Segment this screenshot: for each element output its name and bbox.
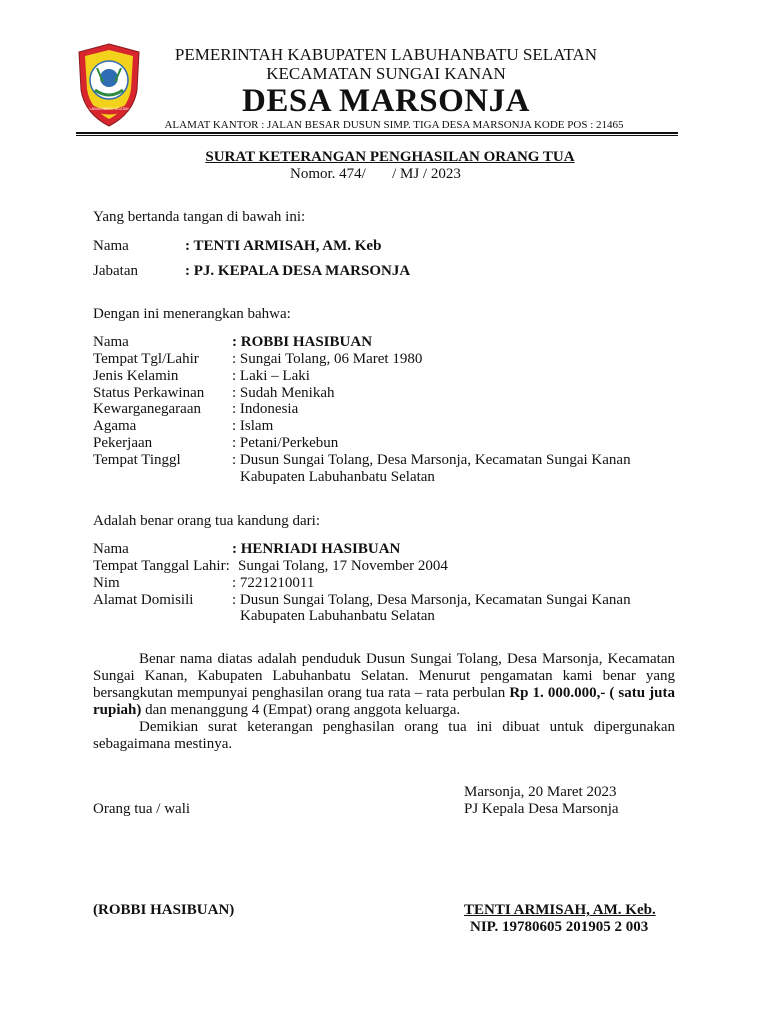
header-office-address: ALAMAT KANTOR : JALAN BESAR DUSUN SIMP. TIGA DESA MARSONJA KODE POS : 21465 xyxy=(164,119,624,131)
income-paragraph xyxy=(93,651,675,719)
income-amount: Rp 1. 000.000,- ( satu juta rupiah) xyxy=(93,685,675,718)
closing-paragraph: Demikian surat keterangan penghasilan orang tua ini dibuat untuk dipergunakan sebagaimana mestinya. xyxy=(93,719,675,752)
child-address-label: Alamat Domisili xyxy=(93,592,194,608)
signer-name-value: : TENTI ARMISAH, AM. Keb xyxy=(185,238,382,254)
parent-job-value: : Petani/Perkebun xyxy=(232,435,339,451)
child-address-value: : Dusun Sungai Tolang, Desa Marsonja, Kecamatan Sungai Kanan xyxy=(232,592,631,608)
parent-sex-value: : Laki – Laki xyxy=(232,368,310,384)
header-village-title: DESA MARSONJA xyxy=(242,83,530,119)
declare-intro: Dengan ini menerangkan bahwa: xyxy=(93,306,291,322)
parent-marital-value: : Sudah Menikah xyxy=(232,385,335,401)
letter-number: Nomor. 474/ / MJ / 2023 xyxy=(290,166,461,182)
child-name-label: Nama xyxy=(93,541,129,557)
logo-ribbon-text: LABUHANBATU SELATAN xyxy=(89,107,129,111)
child-nim-label: Nim xyxy=(93,575,120,591)
parent-address-label: Tempat Tinggl xyxy=(93,452,181,468)
parent-birth-value: : Sungai Tolang, 06 Maret 1980 xyxy=(232,351,423,367)
child-birth-value: Sungai Tolang, 17 November 2004 xyxy=(238,558,448,574)
parent-religion-label: Agama xyxy=(93,418,137,434)
body-paragraphs xyxy=(93,651,675,753)
signer-name-label: Nama xyxy=(93,238,129,254)
child-address-value-line2: Kabupaten Labuhanbatu Selatan xyxy=(240,608,435,624)
header-divider-thick xyxy=(76,132,678,134)
child-intro: Adalah benar orang tua kandung dari: xyxy=(93,513,320,529)
parent-marital-label: Status Perkawinan xyxy=(93,385,205,401)
signer-intro: Yang bertanda tangan di bawah ini: xyxy=(93,209,306,225)
income-paragraph-text-a: Benar nama diatas adalah penduduk Dusun Sungai Tolang, Desa Marsonja, Kecamatan Sungai Kanan, Kabupaten Labuhanbatu Selatan. Menurut pengamatan kami benar yang bersangkutan mempunyai penghasilan orang tua rata – rata perbulan xyxy=(93,651,675,701)
left-signer-role: Orang tua / wali xyxy=(93,801,191,817)
header-district-line: KECAMATAN SUNGAI KANAN xyxy=(266,64,506,83)
parent-name-label: Nama xyxy=(93,334,129,350)
village-emblem-logo xyxy=(75,42,143,128)
right-signer-role: PJ Kepala Desa Marsonja xyxy=(464,801,619,817)
parent-birth-label: Tempat Tgl/Lahir xyxy=(93,351,199,367)
parent-name-value: : ROBBI HASIBUAN xyxy=(232,334,373,350)
header-divider-thin xyxy=(76,135,678,136)
parent-citizenship-value: : Indonesia xyxy=(232,401,299,417)
right-signer-name: TENTI ARMISAH, AM. Keb. xyxy=(464,902,656,918)
signer-position-value: : PJ. KEPALA DESA MARSONJA xyxy=(185,263,411,279)
signer-position-label: Jabatan xyxy=(93,263,138,279)
parent-sex-label: Jenis Kelamin xyxy=(93,368,179,384)
letter-title: SURAT KETERANGAN PENGHASILAN ORANG TUA xyxy=(205,149,575,165)
parent-address-value: : Dusun Sungai Tolang, Desa Marsonja, Kecamatan Sungai Kanan xyxy=(232,452,631,468)
right-signer-nip: NIP. 19780605 201905 2 003 xyxy=(470,919,649,935)
parent-address-value-line2: Kabupaten Labuhanbatu Selatan xyxy=(240,469,435,485)
place-date: Marsonja, 20 Maret 2023 xyxy=(464,784,617,800)
child-birth-label: Tempat Tanggal Lahir: xyxy=(93,558,230,574)
child-nim-value: : 7221210011 xyxy=(232,575,315,591)
child-name-value: : HENRIADI HASIBUAN xyxy=(232,541,401,557)
header-government-line: PEMERINTAH KABUPATEN LABUHANBATU SELATAN xyxy=(174,45,598,64)
parent-religion-value: : Islam xyxy=(232,418,274,434)
parent-job-label: Pekerjaan xyxy=(93,435,153,451)
income-paragraph-text-b: dan menanggung 4 (Empat) orang anggota keluarga. xyxy=(141,702,461,718)
parent-citizenship-label: Kewarganegaraan xyxy=(93,401,201,417)
left-signer-name: (ROBBI HASIBUAN) xyxy=(93,902,235,918)
